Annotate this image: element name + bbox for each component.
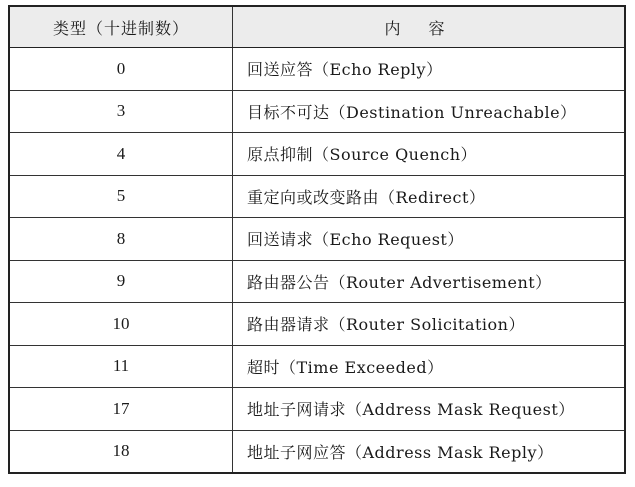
table-body — [9, 48, 625, 474]
type-cell: 11 — [9, 345, 233, 388]
table-row — [9, 48, 625, 91]
table-row — [9, 175, 625, 218]
header-row — [9, 6, 625, 48]
content-cell: 路由器请求（Router Solicitation） — [233, 303, 626, 346]
type-cell: 5 — [9, 175, 233, 218]
content-cell: 原点抑制（Source Quench） — [233, 133, 626, 176]
table-row — [9, 133, 625, 176]
type-cell: 9 — [9, 260, 233, 303]
type-cell: 18 — [9, 430, 233, 473]
table-row — [9, 260, 625, 303]
content-cell: 地址子网请求（Address Mask Request） — [233, 388, 626, 431]
table-row — [9, 218, 625, 261]
table-row — [9, 430, 625, 473]
type-cell: 3 — [9, 90, 233, 133]
type-cell: 8 — [9, 218, 233, 261]
content-cell: 路由器公告（Router Advertisement） — [233, 260, 626, 303]
table-header — [9, 6, 625, 48]
type-cell: 10 — [9, 303, 233, 346]
icmp-type-table — [8, 5, 626, 474]
content-cell: 目标不可达（Destination Unreachable） — [233, 90, 626, 133]
type-cell: 4 — [9, 133, 233, 176]
type-cell: 0 — [9, 48, 233, 91]
header-type: 类型（十进制数） — [9, 6, 233, 48]
table-row — [9, 388, 625, 431]
content-cell: 超时（Time Exceeded） — [233, 345, 626, 388]
table-row — [9, 345, 625, 388]
content-cell: 回送应答（Echo Reply） — [233, 48, 626, 91]
header-content: 内容 — [233, 6, 626, 48]
table-row — [9, 303, 625, 346]
content-cell: 重定向或改变路由（Redirect） — [233, 175, 626, 218]
content-cell: 地址子网应答（Address Mask Reply） — [233, 430, 626, 473]
table-row — [9, 90, 625, 133]
type-cell: 17 — [9, 388, 233, 431]
content-cell: 回送请求（Echo Request） — [233, 218, 626, 261]
